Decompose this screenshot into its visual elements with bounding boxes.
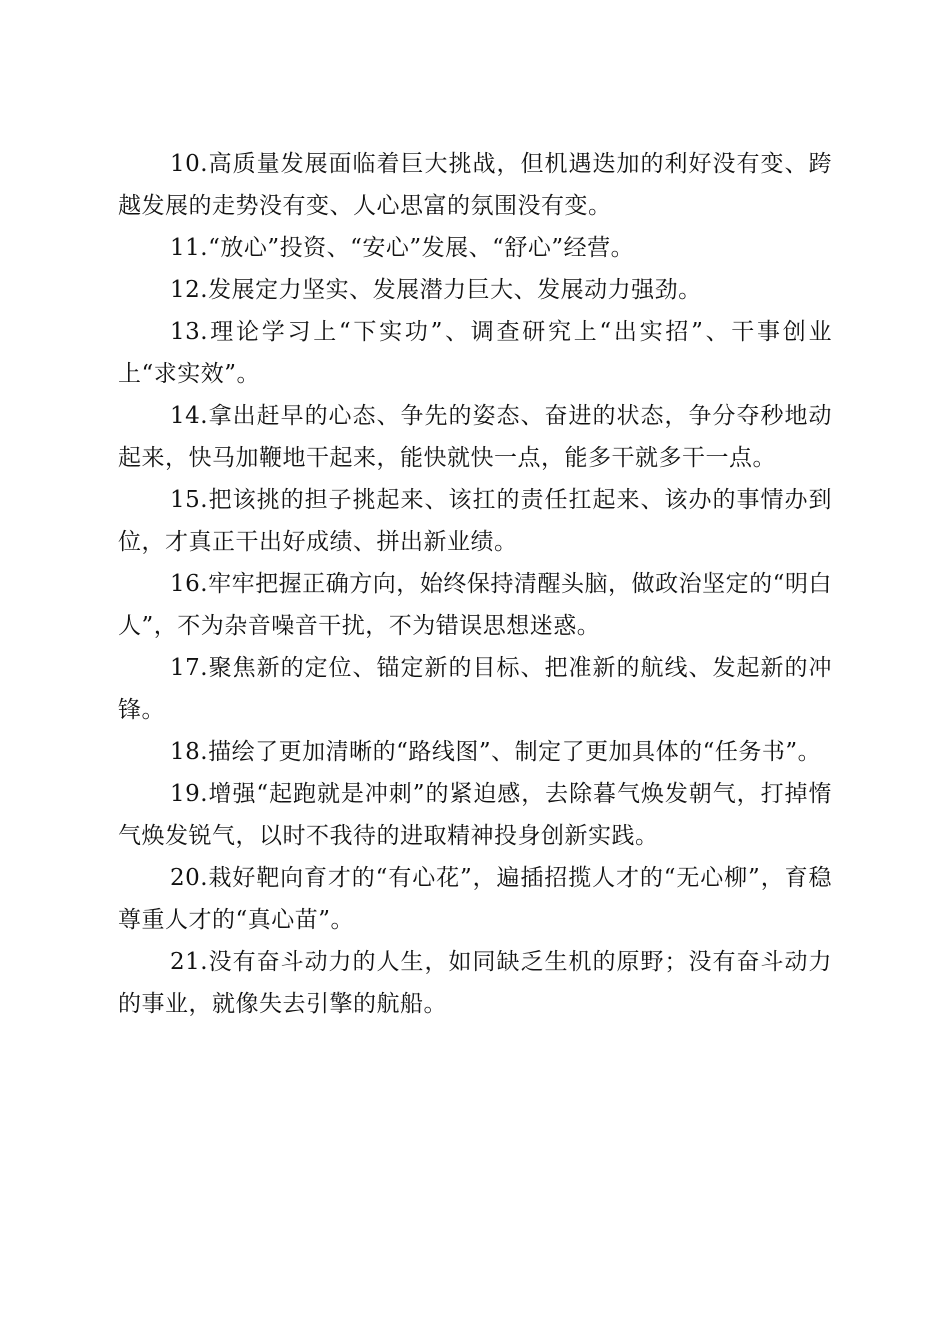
paragraph-20: 20.栽好靶向育才的“有心花”，遍插招揽人才的“无心柳”，育稳尊重人才的“真心苗”。 xyxy=(118,865,832,933)
paragraph-12: 12.发展定力坚实、发展潜力巨大、发展动力强劲。 xyxy=(170,277,702,303)
paragraph-13: 13.理论学习上“下实功”、调查研究上“出实招”、干事创业上“求实效”。 xyxy=(118,319,832,387)
paragraph-19: 19.增强“起跑就是冲刺”的紧迫感，去除暮气焕发朝气，打掉惰气焕发锐气，以时不我待的进取精神投身创新实践。 xyxy=(118,781,832,849)
paragraph-10: 10.高质量发展面临着巨大挑战，但机遇迭加的利好没有变、跨越发展的走势没有变、人心思富的氛围没有变。 xyxy=(118,151,832,219)
paragraph-14: 14.拿出赶早的心态、争先的姿态、奋进的状态，争分夺秒地动起来，快马加鞭地干起来，能快就快一点，能多干就多干一点。 xyxy=(118,403,832,471)
paragraph-16: 16.牢牢把握正确方向，始终保持清醒头脑，做政治坚定的“明白人”，不为杂音噪音干扰，不为错误思想迷惑。 xyxy=(118,571,832,639)
document-body xyxy=(118,143,832,1025)
paragraph-17: 17.聚焦新的定位、锚定新的目标、把准新的航线、发起新的冲锋。 xyxy=(118,655,832,723)
paragraph-15: 15.把该挑的担子挑起来、该扛的责任扛起来、该办的事情办到位，才真正干出好成绩、拼出新业绩。 xyxy=(118,487,832,555)
paragraph-18: 18.描绘了更加清晰的“路线图”、制定了更加具体的“任务书”。 xyxy=(170,739,822,765)
paragraph-11: 11.“放心”投资、“安心”发展、“舒心”经营。 xyxy=(170,235,635,261)
paragraph-21: 21.没有奋斗动力的人生，如同缺乏生机的原野；没有奋斗动力的事业，就像失去引擎的航船。 xyxy=(118,949,832,1017)
